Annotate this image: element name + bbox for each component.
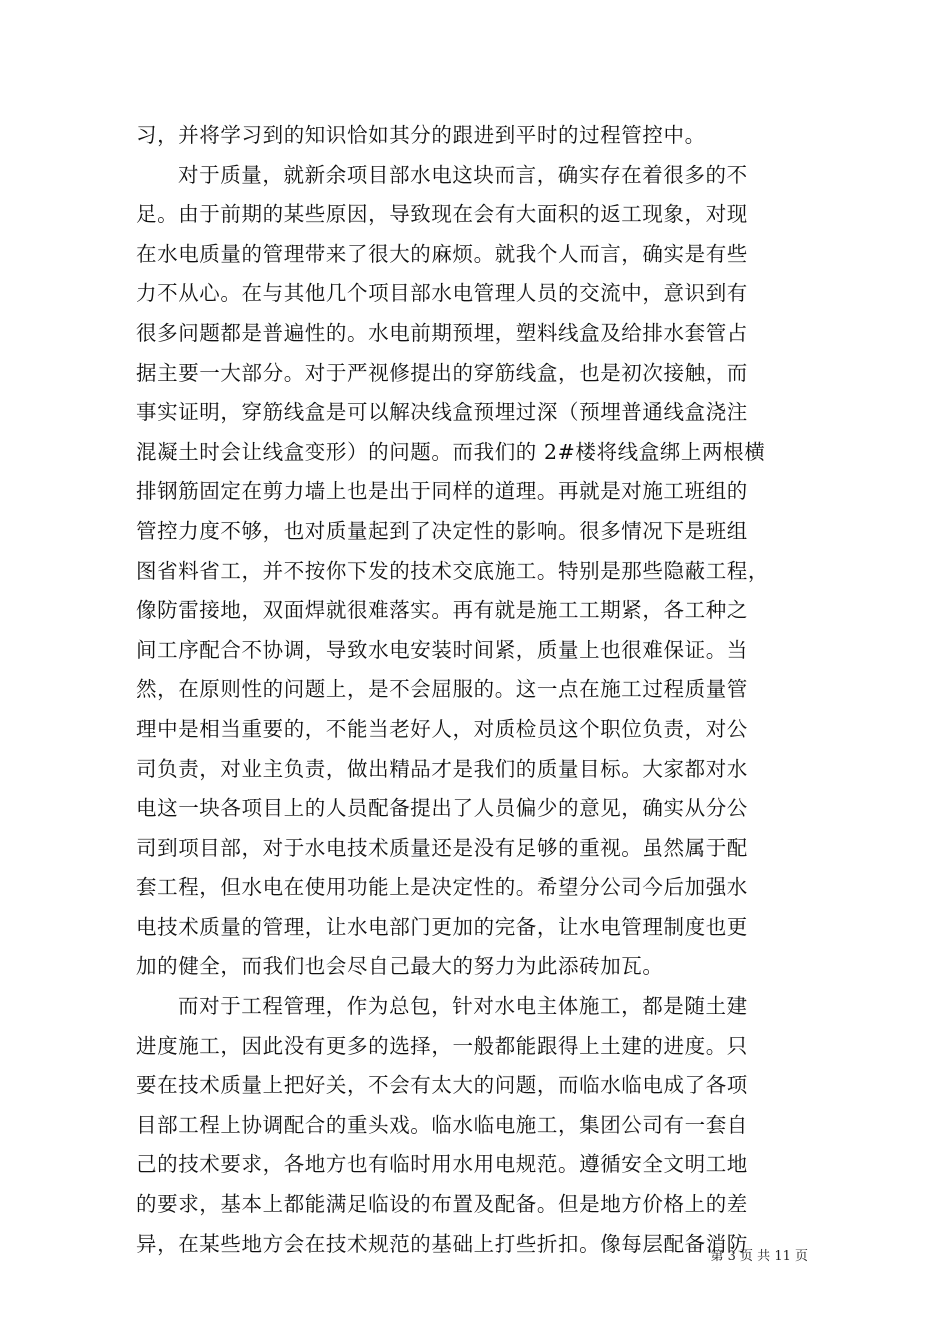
text-line: 像防雷接地，双面焊就很难落实。再有就是施工工期紧，各工种之 bbox=[136, 598, 748, 623]
text-line-paragraph-start: 对于质量，就新余项目部水电这块而言，确实存在着很多的不 bbox=[178, 162, 748, 187]
page-number-footer: 第 3 页 共 11 页 bbox=[710, 1249, 808, 1264]
text-line: 套工程，但水电在使用功能上是决定性的。希望分公司今后加强水 bbox=[136, 875, 748, 900]
text-line: 管控力度不够，也对质量起到了决定性的影响。很多情况下是班组 bbox=[136, 518, 748, 543]
text-line: 足。由于前期的某些原因，导致现在会有大面积的返工现象，对现 bbox=[136, 202, 748, 227]
body-text bbox=[136, 116, 812, 1264]
text-line-paragraph-start: 而对于工程管理，作为总包，针对水电主体施工，都是随土建 bbox=[178, 994, 748, 1019]
text-line: 事实证明，穿筋线盒是可以解决线盒预埋过深（预埋普通线盒浇注 bbox=[136, 400, 748, 425]
text-line: 混凝土时会让线盒变形）的问题。而我们的 2#楼将线盒绑上两根横 bbox=[136, 439, 766, 464]
text-line: 然，在原则性的问题上，是不会屈服的。这一点在施工过程质量管 bbox=[136, 677, 748, 702]
text-line: 理中是相当重要的，不能当老好人，对质检员这个职位负责，对公 bbox=[136, 716, 748, 741]
text-line: 司到项目部，对于水电技术质量还是没有足够的重视。虽然属于配 bbox=[136, 835, 748, 860]
text-line: 要在技术质量上把好关，不会有太大的问题，而临水临电成了各项 bbox=[136, 1073, 748, 1098]
text-line: 的要求，基本上都能满足临设的布置及配备。但是地方价格上的差 bbox=[136, 1192, 748, 1217]
text-line: 在水电质量的管理带来了很大的麻烦。就我个人而言，确实是有些 bbox=[136, 241, 748, 266]
text-line: 图省料省工，并不按你下发的技术交底施工。特别是那些隐蔽工程， bbox=[136, 558, 769, 583]
text-line: 异，在某些地方会在技术规范的基础上打些折扣。像每层配备消防 bbox=[136, 1231, 748, 1256]
text-line: 目部工程上协调配合的重头戏。临水临电施工，集团公司有一套自 bbox=[136, 1112, 748, 1137]
text-line: 间工序配合不协调，导致水电安装时间紧，质量上也很难保证。当 bbox=[136, 637, 748, 662]
text-line: 电技术质量的管理，让水电部门更加的完备，让水电管理制度也更 bbox=[136, 914, 748, 939]
text-line: 加的健全，而我们也会尽自己最大的努力为此添砖加瓦。 bbox=[136, 954, 664, 979]
text-line: 据主要一大部分。对于严视修提出的穿筋线盒，也是初次接触，而 bbox=[136, 360, 748, 385]
text-line: 习，并将学习到的知识恰如其分的跟进到平时的过程管控中。 bbox=[136, 123, 706, 147]
text-line: 己的技术要求，各地方也有临时用水用电规范。遵循安全文明工地 bbox=[136, 1152, 748, 1177]
text-line: 进度施工，因此没有更多的选择，一般都能跟得上土建的进度。只 bbox=[136, 1033, 748, 1058]
text-line: 电这一块各项目上的人员配备提出了人员偏少的意见，确实从分公 bbox=[136, 796, 748, 821]
text-line: 很多问题都是普遍性的。水电前期预埋，塑料线盒及给排水套管占 bbox=[136, 320, 748, 345]
text-line: 力不从心。在与其他几个项目部水电管理人员的交流中，意识到有 bbox=[136, 281, 748, 306]
text-line: 排钢筋固定在剪力墙上也是出于同样的道理。再就是对施工班组的 bbox=[136, 479, 748, 504]
text-line: 司负责，对业主负责，做出精品才是我们的质量目标。大家都对水 bbox=[136, 756, 748, 781]
